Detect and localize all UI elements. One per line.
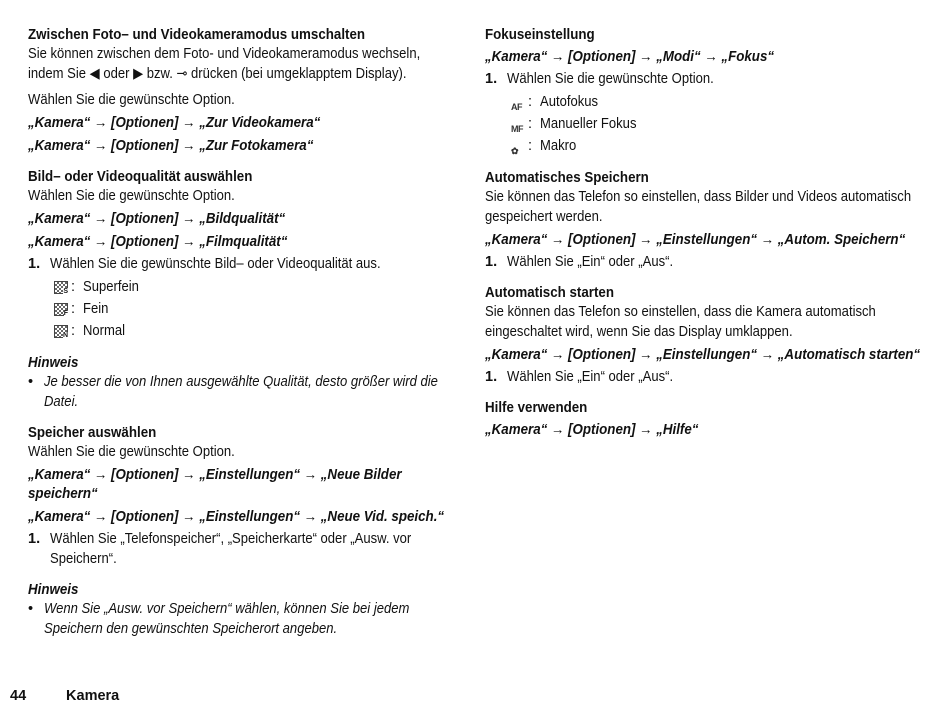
step-number: 1. [485, 254, 498, 270]
section-switch-mode [28, 26, 453, 156]
section-title: Zwischen Foto– und Videokameramodus umschalten [28, 27, 366, 43]
autofocus-icon: AF [511, 101, 522, 112]
step-number: 1. [28, 256, 41, 272]
note-item [28, 599, 453, 639]
step-number: 1. [485, 71, 498, 87]
quality-normal-icon: N [54, 325, 68, 338]
option-item: AF : Autofokus [511, 91, 925, 113]
paragraph: Wählen Sie die gewünschte Option. [28, 92, 235, 108]
option-item: MF : Manueller Fokus [511, 113, 925, 135]
menu-path: „Kamera“ → [Optionen] → „Zur Videokamera“ [28, 115, 321, 131]
section-quality [28, 168, 453, 412]
step-text: Wählen Sie „Ein“ oder „Aus“. [507, 254, 674, 270]
step-item [485, 367, 925, 387]
manual-focus-icon: MF [511, 123, 523, 134]
section-help [485, 399, 925, 440]
paragraph: Wählen Sie die gewünschte Option. [28, 188, 235, 204]
paragraph: Sie können das Telefon so einstellen, dass die Kamera automatisch eingeschaltet wird, wenn Sie das Display umklappen. [485, 304, 876, 340]
paragraph: Wählen Sie die gewünschte Option. [28, 444, 235, 460]
option-label: Makro [540, 138, 577, 154]
option-label: Autofokus [540, 94, 599, 110]
page-footer [10, 688, 119, 704]
section-storage [28, 424, 453, 639]
step-text: Wählen Sie die gewünschte Bild– oder Videoqualität aus. [50, 256, 381, 272]
chapter-name: Kamera [66, 688, 120, 704]
step-item [485, 252, 925, 272]
page-number: 44 [10, 688, 27, 704]
option-label: Normal [83, 323, 126, 339]
step-text: Wählen Sie „Telefonspeicher“, „Speicherkarte“ oder „Ausw. vor Speichern“. [50, 531, 412, 567]
option-list [511, 91, 925, 157]
option-item: N : Normal [54, 320, 453, 342]
step-text: Wählen Sie die gewünschte Option. [507, 71, 714, 87]
paragraph: Sie können das Telefon so einstellen, dass Bilder und Videos automatisch gespeichert werden. [485, 189, 912, 225]
paragraph: Sie können zwischen dem Foto- und Videokameramodus wechseln, indem Sie ◀ oder ▶ bzw. ⊸ drücken (bei umgeklapptem Display). [28, 46, 421, 82]
quality-fine-icon: F [54, 303, 68, 316]
step-number: 1. [28, 531, 41, 547]
menu-path: „Kamera“ → [Optionen] → „Filmqualität“ [28, 234, 288, 250]
section-title: Fokuseinstellung [485, 27, 595, 43]
option-label: Manueller Fokus [540, 116, 637, 132]
note-text: Je besser die von Ihnen ausgewählte Qualität, desto größer wird die Datei. [44, 374, 438, 410]
step-item [28, 529, 453, 569]
section-auto-save [485, 169, 925, 272]
step-text: Wählen Sie „Ein“ oder „Aus“. [507, 369, 674, 385]
menu-path: „Kamera“ → [Optionen] → „Bildqualität“ [28, 211, 286, 227]
macro-icon: ✿ [511, 145, 519, 156]
bullet-icon: • [28, 374, 34, 390]
section-title: Speicher auswählen [28, 425, 157, 441]
menu-path: „Kamera“ → [Optionen] → „Hilfe“ [485, 422, 699, 438]
option-item: ✿ : Makro [511, 135, 925, 157]
bullet-icon: • [28, 601, 34, 617]
option-label: Fein [83, 301, 109, 317]
option-label: Superfein [83, 279, 139, 295]
section-title: Bild– oder Videoqualität auswählen [28, 169, 253, 185]
menu-path: „Kamera“ → [Optionen] → „Einstellungen“ → „Autom. Speichern“ [485, 232, 906, 248]
option-item: F : Fein [54, 298, 453, 320]
note-title: Hinweis [28, 582, 79, 598]
option-item: S : Superfein [54, 276, 453, 298]
menu-path: „Kamera“ → [Optionen] → „Modi“ → „Fokus“ [485, 49, 775, 65]
step-item [28, 254, 453, 274]
section-title: Automatisch starten [485, 285, 614, 301]
menu-path: „Kamera“ → [Optionen] → „Einstellungen“ → „Neue Bilder speichern“ [28, 467, 402, 502]
menu-path: „Kamera“ → [Optionen] → „Einstellungen“ → „Neue Vid. speich.“ [28, 509, 445, 525]
menu-path: „Kamera“ → [Optionen] → „Einstellungen“ → „Automatisch starten“ [485, 347, 921, 363]
section-focus [485, 26, 925, 157]
note-item [28, 372, 453, 412]
right-column [485, 26, 925, 440]
section-auto-start [485, 284, 925, 387]
quality-superfine-icon: S [54, 281, 68, 294]
note-text: Wenn Sie „Ausw. vor Speichern“ wählen, können Sie bei jedem Speichern den gewünschten Speicherort angeben. [44, 601, 410, 637]
note-title: Hinweis [28, 355, 79, 371]
section-title: Hilfe verwenden [485, 400, 588, 416]
step-item [485, 69, 925, 89]
step-number: 1. [485, 369, 498, 385]
option-list [54, 276, 453, 342]
menu-path: „Kamera“ → [Optionen] → „Zur Fotokamera“ [28, 138, 314, 154]
left-column [28, 26, 453, 639]
section-title: Automatisches Speichern [485, 170, 649, 186]
